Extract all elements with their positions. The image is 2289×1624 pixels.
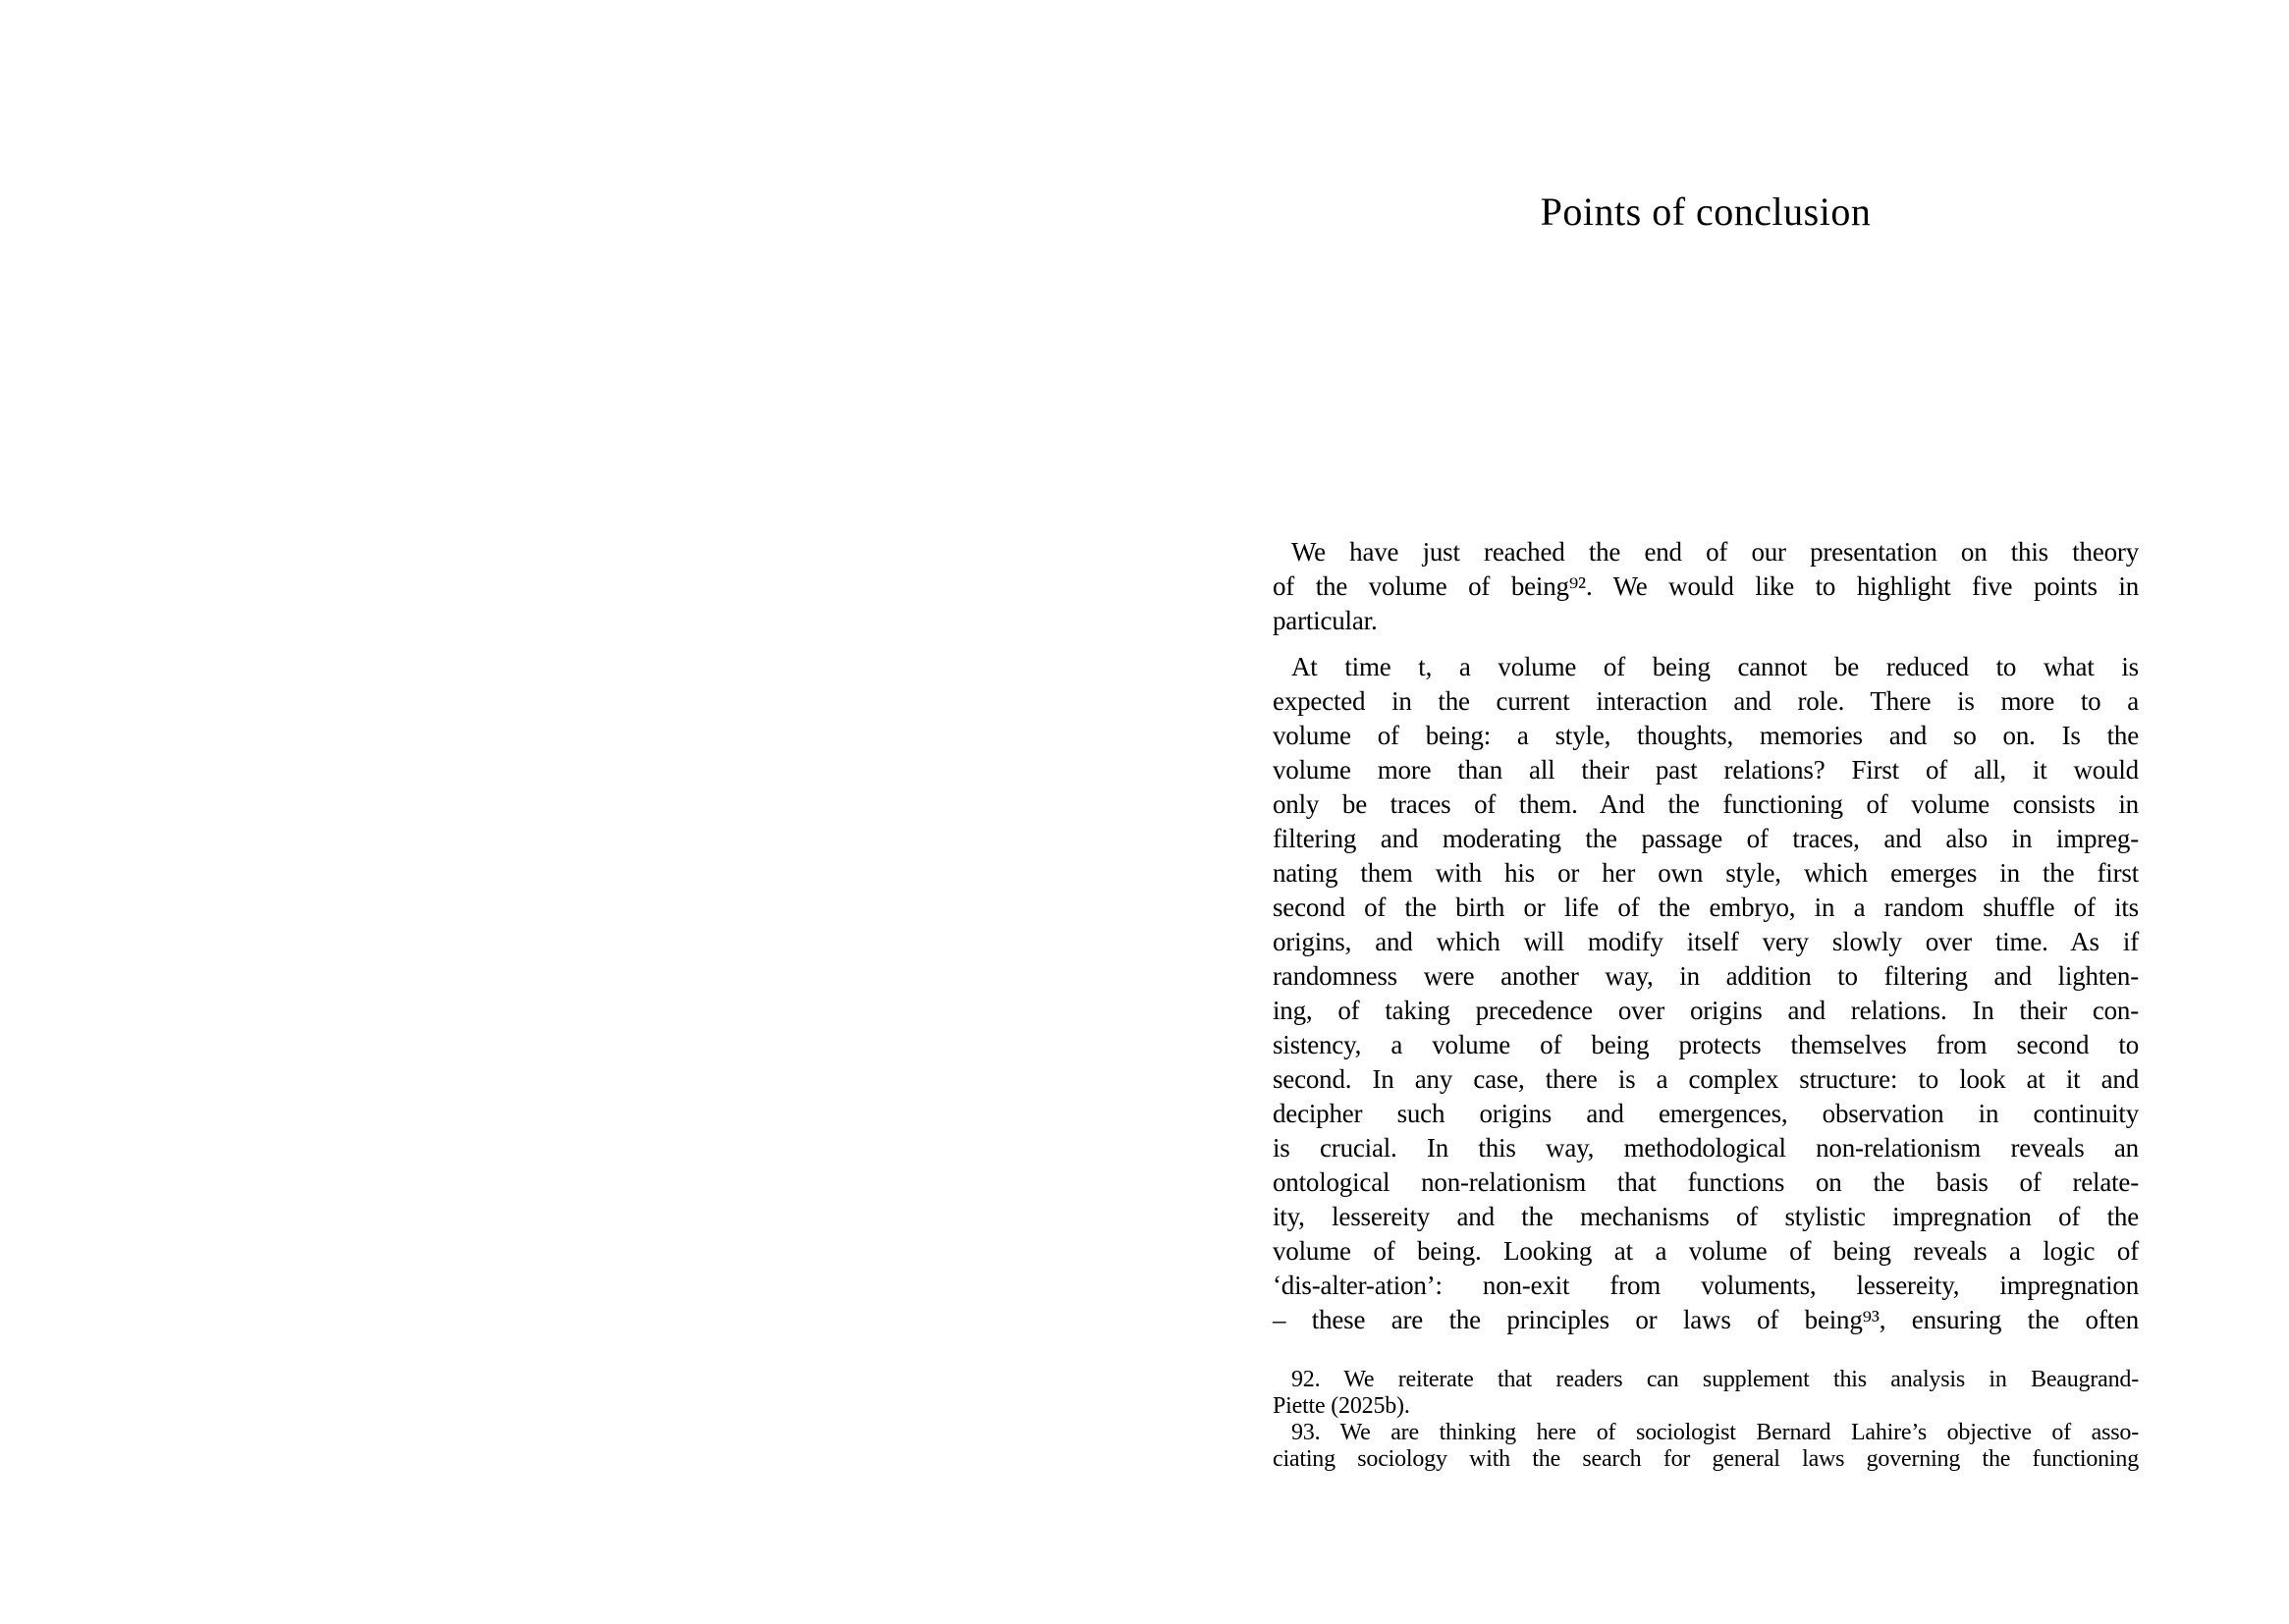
text-line: decipher such origins and emergences, observation in continuity (1273, 1099, 2139, 1128)
blank-left-page (0, 0, 1144, 1624)
body-text-block (1273, 535, 2139, 1337)
text-line: volume of being: a style, thoughts, memories and so on. Is the (1273, 721, 2139, 750)
text-line: is crucial. In this way, methodological non-relationism reveals an (1273, 1133, 2139, 1163)
text-line: ‘dis-alter-ation’: non-exit from voluments, lessereity, impregnation (1273, 1271, 2139, 1300)
paragraph (1273, 535, 2139, 638)
text-line: filtering and moderating the passage of traces, and also in impreg- (1273, 824, 2139, 853)
content-page (1145, 0, 2289, 1624)
text-line: of the volume of being⁹². We would like to highlight five points in (1273, 571, 2139, 601)
text-line: second of the birth or life of the embryo, in a random shuffle of its (1273, 893, 2139, 922)
text-line: expected in the current interaction and role. There is more to a (1273, 686, 2139, 716)
text-line: second. In any case, there is a complex structure: to look at it and (1273, 1064, 2139, 1094)
text-line: 93. We are thinking here of sociologist Bernard Lahire’s objective of asso- (1291, 1420, 2139, 1445)
text-line: sistency, a volume of being protects themselves from second to (1273, 1030, 2139, 1059)
text-line: We have just reached the end of our presentation on this theory (1291, 537, 2139, 567)
text-line: ity, lessereity and the mechanisms of stylistic impregnation of the (1273, 1202, 2139, 1231)
text-line: volume of being. Looking at a volume of being reveals a logic of (1273, 1236, 2139, 1266)
text-line: particular. (1273, 606, 1378, 635)
footnote (1273, 1420, 2139, 1473)
text-line: ing, of taking precedence over origins and relations. In their con- (1273, 996, 2139, 1025)
footnote (1273, 1367, 2139, 1420)
text-line: ontological non-relationism that functions on the basis of relate- (1273, 1167, 2139, 1197)
text-line: 92. We reiterate that readers can supplement this analysis in Beaugrand- (1291, 1367, 2139, 1392)
text-line: nating them with his or her own style, which emerges in the first (1273, 858, 2139, 888)
chapter-title: Points of conclusion (1540, 189, 1872, 234)
text-line: ciating sociology with the search for general laws governing the functioning (1273, 1446, 2139, 1472)
text-line: origins, and which will modify itself very slowly over time. As if (1273, 927, 2139, 956)
text-line: Piette (2025b). (1273, 1393, 1410, 1419)
paragraph (1273, 650, 2139, 1337)
text-line: randomness were another way, in addition to filtering and lighten- (1273, 961, 2139, 991)
text-line: only be traces of them. And the functioning of volume consists in (1273, 789, 2139, 819)
text-line: At time t, a volume of being cannot be reduced to what is (1291, 652, 2139, 681)
text-line: – these are the principles or laws of being⁹³, ensuring the often (1273, 1305, 2139, 1334)
text-line: volume more than all their past relations? First of all, it would (1273, 755, 2139, 785)
footnotes-block (1273, 1367, 2139, 1473)
